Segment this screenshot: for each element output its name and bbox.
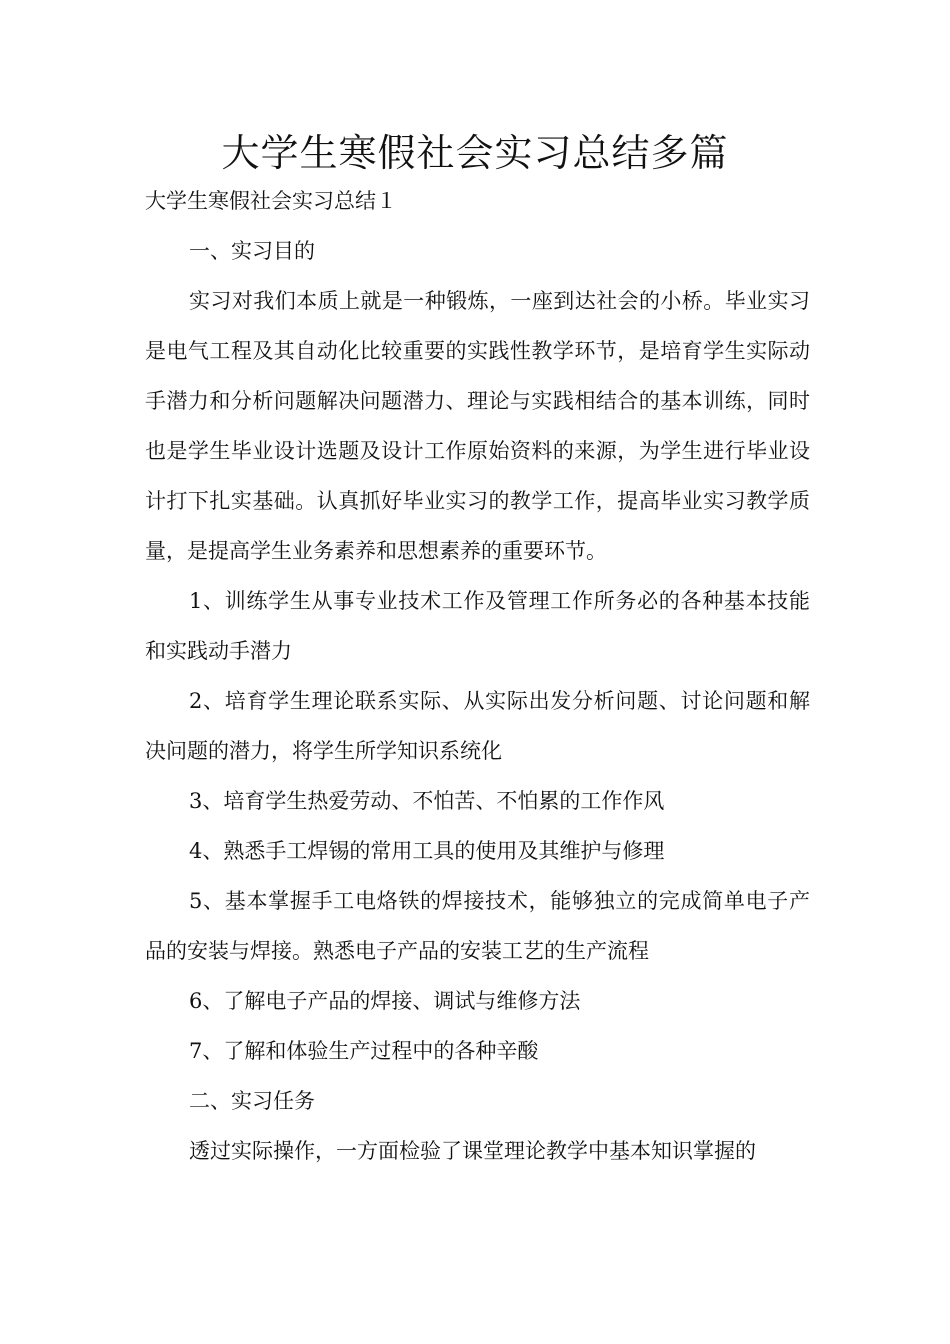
paragraph: 7、了解和体验生产过程中的各种辛酸 [189,1039,539,1063]
document-body [145,176,810,1176]
paragraph: 实习对我们本质上就是一种锻炼，一座到达社会的小桥。毕业实习是电气工程及其自动化比较重要的实践性教学环节，是培育学生实际动手潜力和分析问题解决问题潜力、理论与实践相结合的基本训练，同时也是学生毕业设计选题及设计工作原始资料的来源，为学生进行毕业设计打下扎实基础。认真抓好毕业实习的教学工作，提高毕业实习教学质量，是提高学生业务素养和思想素养的重要环节。 [145,289,810,563]
paragraph: 6、了解电子产品的焊接、调试与维修方法 [189,989,581,1013]
section-subtitle: 大学生寒假社会实习总结１ [145,189,397,213]
paragraph: 1、训练学生从事专业技术工作及管理工作所务必的各种基本技能和实践动手潜力 [145,589,810,663]
paragraph: 一、实习目的 [189,239,315,263]
paragraph: 3、培育学生热爱劳动、不怕苦、不怕累的工作作风 [189,789,665,813]
paragraph: 透过实际操作，一方面检验了课堂理论教学中基本知识掌握的 [189,1139,756,1163]
paragraph: 4、熟悉手工焊锡的常用工具的使用及其维护与修理 [189,839,665,863]
document-title: 大学生寒假社会实习总结多篇 [221,131,729,175]
paragraph: 5、基本掌握手工电烙铁的焊接技术，能够独立的完成简单电子产品的安装与焊接。熟悉电子产品的安装工艺的生产流程 [145,889,810,963]
paragraph: 二、实习任务 [189,1089,315,1113]
paragraph: 2、培育学生理论联系实际、从实际出发分析问题、讨论问题和解决问题的潜力，将学生所学知识系统化 [145,689,810,763]
